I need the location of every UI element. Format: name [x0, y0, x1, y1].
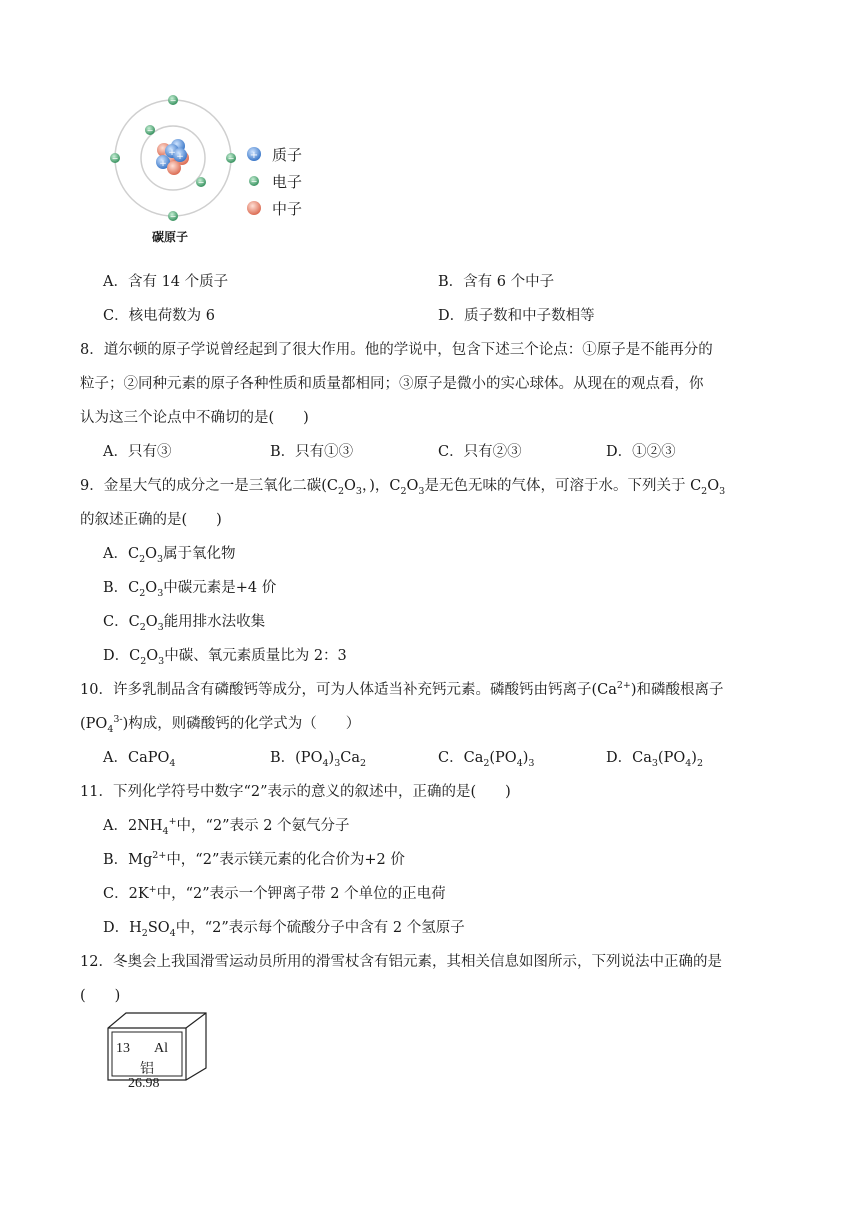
q8-option-d: D．①②③: [606, 444, 676, 460]
svg-text:+: +: [176, 152, 184, 162]
q8-stem-line2: 粒子；②同种元素的原子各种性质和质量都相同；③原子是微小的实心球体。从现在的观点看，你: [80, 376, 704, 392]
q7-option-d: D．质子数和中子数相等: [438, 308, 595, 324]
q10-option-b: B．$(PO_4)_3Ca_2$: [270, 750, 367, 769]
svg-text:+: +: [159, 159, 167, 169]
legend-icons: [247, 147, 261, 215]
q9-stem-line2: 的叙述正确的是( ): [80, 512, 222, 528]
nucleus: [156, 139, 189, 175]
q10-option-c: C．$Ca_2(PO_4)_3$: [438, 750, 535, 769]
legend-electron-label: 电子: [272, 173, 303, 191]
q11-option-a: A．$2NH_4^+$中，“2”表示 2 个氨气分子: [103, 816, 350, 837]
element-atomic-mass: 26.98: [128, 1076, 160, 1091]
svg-text:−: −: [169, 96, 177, 105]
q12-stem-line1: 12．冬奥会上我国滑雪运动员所用的滑雪杖含有铝元素，其相关信息如图所示，下列说法中正确的是: [80, 954, 722, 970]
q10-option-a: A．CaPO$_4$: [103, 750, 176, 769]
q7-option-a: A．含有 14 个质子: [103, 274, 229, 290]
q12-stem-line2: ( ): [80, 988, 121, 1004]
element-atomic-number: 13: [116, 1041, 130, 1056]
q7-option-c: C．核电荷数为 6: [103, 308, 215, 324]
svg-text:−: −: [146, 126, 154, 135]
q10-stem-line1: 10．许多乳制品含有磷酸钙等成分，可为人体适当补充钙元素。磷酸钙由钙离子$(Ca^{2+})$和磷酸根离子: [80, 680, 724, 698]
q11-option-c: C．2K+中，“2”表示一个钾离子带 2 个单位的正电荷: [103, 884, 446, 902]
q8-stem-line1: 8．道尔顿的原子学说曾经起到了很大作用。他的学说中，包含下述三个论点：①原子是不能再分的: [80, 342, 713, 358]
q9-option-c: C．$C_2O_3$能用排水法收集: [103, 614, 266, 633]
svg-text:−: −: [227, 154, 235, 163]
q7-option-b: B．含有 6 个中子: [438, 274, 555, 290]
svg-text:+: +: [168, 148, 176, 158]
legend-proton-label: 质子: [272, 146, 303, 164]
legend-neutron-label: 中子: [272, 200, 303, 218]
q9-option-a: A．$C_2O_3$属于氧化物: [103, 546, 236, 565]
q8-stem-line3: 认为这三个论点中不确切的是( ): [80, 410, 309, 426]
aluminum-element-card: [106, 1012, 210, 1091]
q9-option-d: D．$C_2O_3$中碳、氧元素质量比为 2：3: [103, 648, 347, 667]
svg-text:−: −: [111, 154, 119, 163]
svg-text:−: −: [169, 212, 177, 221]
neutron-icon: [247, 201, 261, 215]
element-name: 铝: [140, 1061, 154, 1077]
q8-option-c: C．只有②③: [438, 444, 522, 460]
q9-stem-line1: 9．金星大气的成分之一是三氧化二碳($C_2O_3$，)，$C_2O_3$是无色无味的气体，可溶于水。下列关于 $C_2O_3$: [80, 478, 726, 497]
q8-option-a: A．只有③: [103, 444, 172, 460]
element-symbol: Al: [154, 1041, 168, 1056]
svg-text:−: −: [197, 178, 205, 187]
atom-caption: 碳原子: [152, 230, 189, 244]
q10-stem-line2: $(PO_4^{3-})$构成，则磷酸钙的化学式为（ ）: [80, 714, 361, 735]
q9-option-b: B．$C_2O_3$中碳元素是+4 价: [103, 580, 277, 599]
q11-stem: 11．下列化学符号中数字“2”表示的意义的叙述中，正确的是( ): [80, 784, 511, 800]
q11-option-b: B．$Mg^{2+}$中，“2”表示镁元素的化合价为+2 价: [103, 850, 405, 868]
q10-option-d: D．$Ca_3(PO_4)_2$: [606, 750, 703, 769]
svg-text:+: +: [249, 150, 259, 161]
q8-option-b: B．只有①③: [270, 444, 354, 460]
q11-option-d: D．$H_2SO_4$中，“2”表示每个硫酸分子中含有 2 个氢原子: [103, 920, 465, 939]
svg-text:−: −: [250, 177, 258, 186]
